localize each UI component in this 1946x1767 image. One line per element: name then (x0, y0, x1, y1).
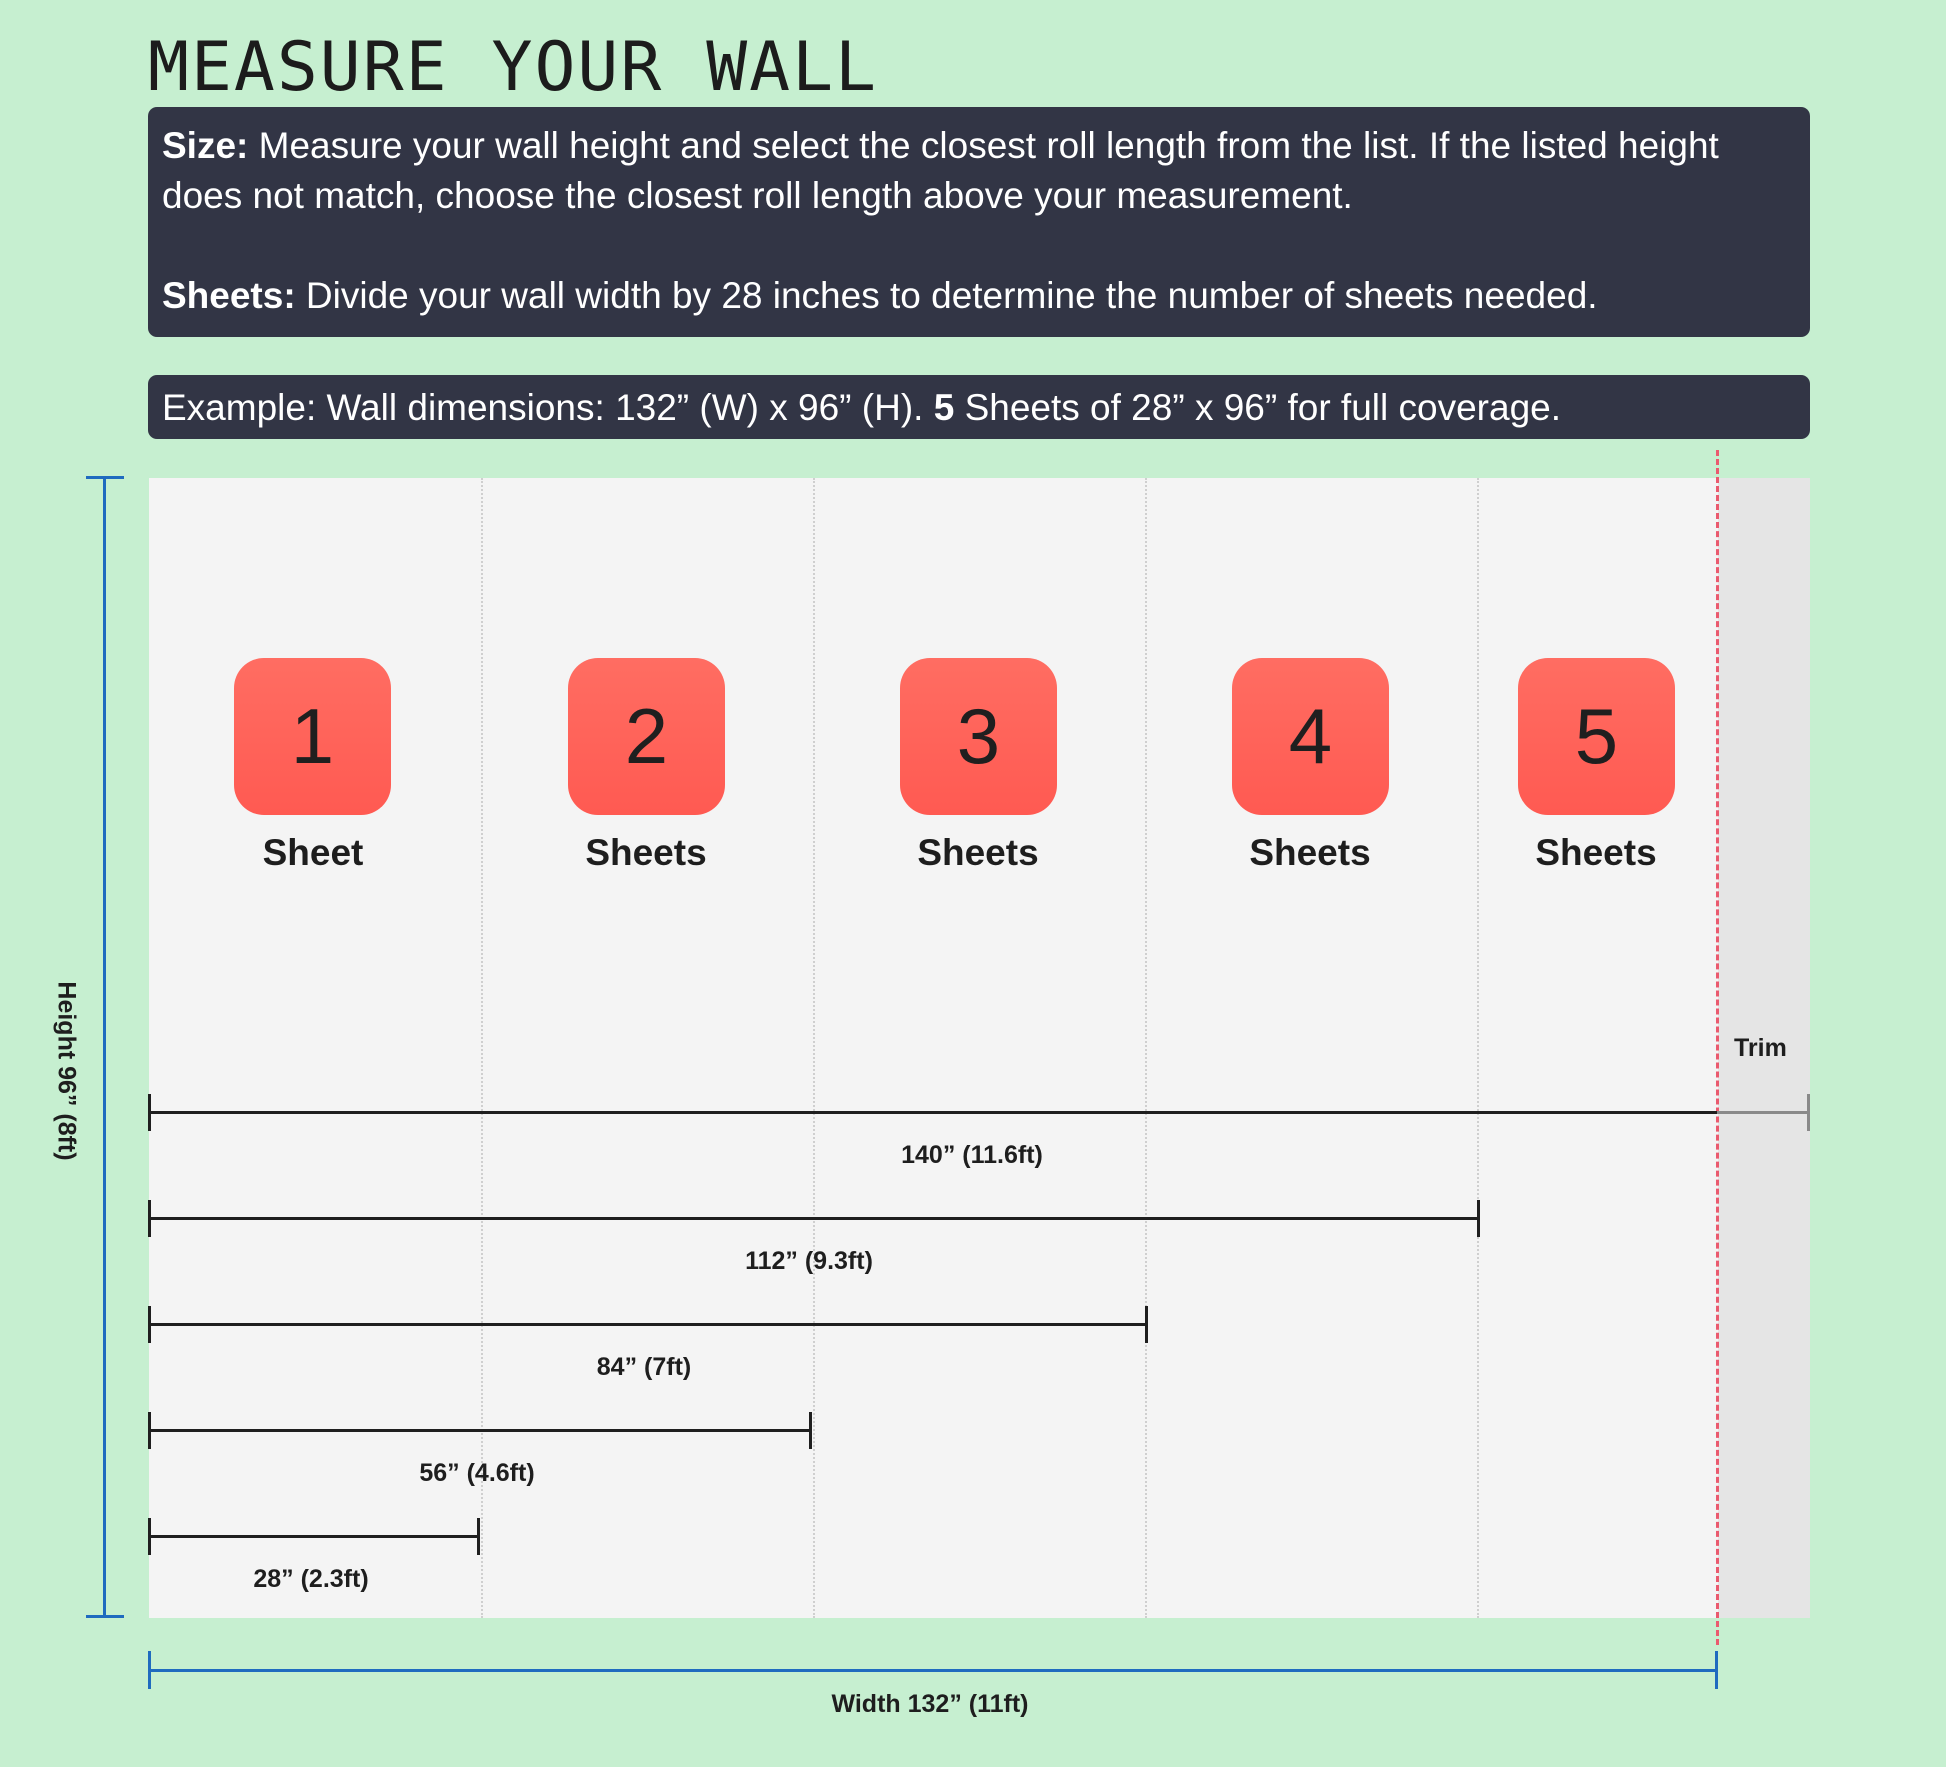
instructions-panel (148, 107, 1810, 337)
trim-label: Trim (1734, 1034, 1787, 1062)
measure-tick (1477, 1200, 1480, 1237)
height-dimension-cap (86, 1615, 124, 1618)
measure-label-112: 112” (9.3ft) (745, 1247, 873, 1275)
measure-tick (148, 1306, 151, 1343)
measure-line-28 (149, 1535, 479, 1538)
sheet-divider (813, 478, 815, 1618)
measure-tick (148, 1200, 151, 1237)
measure-tick (809, 1412, 812, 1449)
sheet-label-5: Sheets (1535, 832, 1657, 873)
example-suffix: Sheets of 28” x 96” for full coverage. (954, 387, 1562, 428)
sheets-instruction (162, 271, 1796, 321)
measure-line-140 (149, 1111, 1717, 1114)
measure-tick (148, 1412, 151, 1449)
width-label: Width 132” (11ft) (831, 1690, 1029, 1718)
sheet-divider (481, 478, 483, 1618)
height-dimension-line (103, 476, 106, 1618)
measure-tick (148, 1518, 151, 1555)
trim-line (1716, 450, 1719, 1645)
height-dimension-cap (86, 476, 124, 479)
size-label: Size: (162, 125, 249, 166)
measure-tick (148, 1094, 151, 1131)
sheets-label: Sheets: (162, 275, 296, 316)
measure-label-28: 28” (2.3ft) (253, 1565, 369, 1593)
sheet-badge-4: 4 (1232, 658, 1389, 815)
measure-tick (477, 1518, 480, 1555)
width-dimension-cap (148, 1651, 151, 1689)
sheet-label-4: Sheets (1249, 832, 1371, 873)
example-panel (148, 375, 1810, 439)
sheet-label-3: Sheets (917, 832, 1039, 873)
height-label: Height 96” (8ft) (52, 981, 81, 1161)
sheet-badge-2: 2 (568, 658, 725, 815)
measure-label-140: 140” (11.6ft) (901, 1141, 1043, 1169)
width-dimension-line (149, 1669, 1717, 1672)
sheet-divider (1145, 478, 1147, 1618)
sheet-label-1: Sheet (262, 832, 364, 873)
wall-area (149, 478, 1810, 1618)
sheet-badge-1: 1 (234, 658, 391, 815)
page-title: MEASURE YOUR WALL (148, 28, 878, 107)
example-count: 5 (933, 387, 955, 428)
trim-measure-line (1717, 1111, 1809, 1114)
measure-line-112 (149, 1217, 1479, 1220)
sheet-badge-3: 3 (900, 658, 1057, 815)
size-instruction (162, 121, 1796, 221)
measure-label-56: 56” (4.6ft) (419, 1459, 535, 1487)
width-dimension-cap (1715, 1651, 1718, 1689)
sheets-text: Divide your wall width by 28 inches to determine the number of sheets needed. (295, 275, 1598, 316)
sheet-badge-5: 5 (1518, 658, 1675, 815)
example-prefix: Example: Wall dimensions: 132” (W) x 96” (H). (162, 387, 934, 428)
sheet-divider (1477, 478, 1479, 1618)
sheet-label-2: Sheets (585, 832, 707, 873)
measure-label-84: 84” (7ft) (596, 1353, 692, 1381)
size-text: Measure your wall height and select the closest roll length from the list. If the listed height does not match, choose the closest roll length above your measurement. (162, 125, 1719, 216)
measure-line-84 (149, 1323, 1147, 1326)
measure-line-56 (149, 1429, 811, 1432)
measure-tick (1807, 1094, 1810, 1131)
measure-tick (1145, 1306, 1148, 1343)
